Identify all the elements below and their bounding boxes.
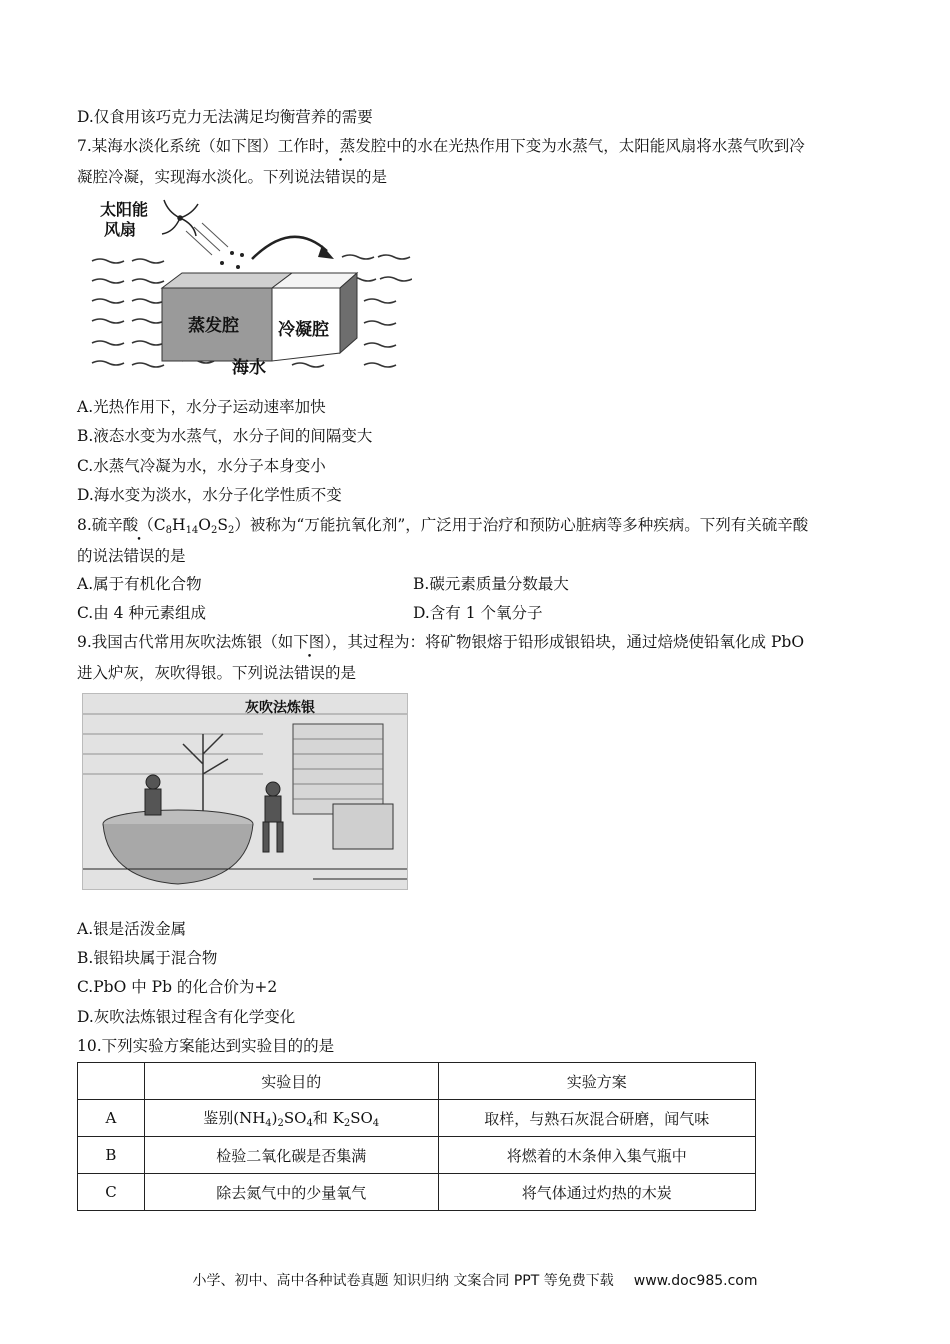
silver-smelting-figure — [82, 693, 408, 890]
formula-sub: 4 — [306, 1118, 313, 1129]
q7-option-b: B.液态水变为水蒸气，水分子间的间隔变大 — [77, 427, 373, 445]
q9-option-a: A.银是活泼金属 — [77, 920, 187, 938]
table-row — [78, 1137, 756, 1174]
q8-sub: 2 — [228, 525, 235, 536]
formula-sub: 4 — [265, 1118, 272, 1129]
q7-emphasis-word: 错误 — [325, 168, 357, 186]
q8-stem-post: ）被称为“万能抗氧化剂”，广泛用于治疗和预防心脏病等多种疾病。下列有关硫辛酸 — [234, 516, 809, 534]
table-row — [78, 1174, 756, 1211]
q8-sub: 2 — [211, 525, 218, 536]
vapor-arrow — [252, 237, 327, 259]
desalination-figure — [82, 193, 412, 383]
row-purpose: 检验二氧化碳是否集满 — [144, 1137, 438, 1174]
q8-element: S — [217, 516, 229, 534]
q9-stem-line1: 9.我国古代常用灰吹法炼银（如下图），其过程为：将矿物银熔于铅形成银铅块，通过焙烧使铅氧化成 PbO — [77, 633, 805, 651]
q9-option-b: B.银铅块属于混合物 — [77, 949, 218, 967]
q8-element: O — [198, 516, 212, 534]
table-row — [78, 1100, 756, 1137]
desalination-illustration — [82, 193, 412, 383]
q8-option-d: D.含有 1 个氧分子 — [413, 604, 543, 622]
evaporation-top — [162, 273, 292, 288]
table-header-cell — [78, 1063, 145, 1100]
q9-stem-post: 的是 — [325, 664, 357, 682]
row-plan: 将气体通过灼热的木炭 — [438, 1174, 756, 1211]
q8-sub: 8 — [165, 525, 173, 536]
q8-options-row2 — [77, 602, 877, 624]
row-plan: 取样，与熟石灰混合研磨，闻气味 — [438, 1100, 756, 1137]
q9-option-c: C.PbO 中 Pb 的化合价为+2 — [77, 978, 278, 996]
q8-emphasis-word: 错误 — [123, 547, 155, 565]
formula-part: SO — [283, 1109, 307, 1127]
seawater-label: 海水 — [232, 358, 266, 378]
evaporation-label: 蒸发腔 — [188, 316, 239, 336]
formula-sub: 2 — [277, 1118, 284, 1129]
q8-option-a: A.属于有机化合物 — [77, 575, 202, 593]
q8-stem-post2: 的是 — [154, 547, 186, 565]
footer-url[interactable]: www.doc985.com — [633, 1273, 758, 1289]
formula-sub: 4 — [372, 1118, 380, 1129]
q8-stem-line1 — [77, 514, 808, 542]
q8-stem-line2 — [77, 545, 186, 567]
q8-stem-pre: 8.硫辛酸（C — [77, 516, 166, 534]
figure-title: 灰吹法炼银 — [245, 700, 315, 716]
q7-stem-line2 — [77, 166, 387, 188]
q9-stem-pre: 进入炉灰，灰吹得银。下列说法 — [77, 664, 295, 682]
fan-label-1: 太阳能 — [100, 200, 149, 219]
table-header-row — [78, 1063, 756, 1100]
row-label: A — [78, 1100, 145, 1137]
fan-label-2: 风扇 — [104, 220, 137, 239]
formula-part: 鉴别(NH — [203, 1109, 266, 1127]
q9-stem-line2 — [77, 662, 356, 684]
q9-option-d: D.灰吹法炼银过程含有化学变化 — [77, 1008, 296, 1026]
table-header-cell: 实验目的 — [144, 1063, 438, 1100]
q8-option-c: C.由 4 种元素组成 — [77, 604, 206, 622]
formula-part: 和 K — [312, 1109, 344, 1127]
page-footer — [0, 1270, 950, 1290]
furnace — [333, 804, 393, 849]
q8-element: H — [172, 516, 186, 534]
q8-sub: 14 — [185, 525, 199, 536]
formula-part: SO — [350, 1109, 373, 1127]
q7-stem-post: 的是 — [356, 168, 388, 186]
q7-option-d: D.海水变为淡水，水分子化学性质不变 — [77, 486, 342, 504]
condensation-label: 冷凝腔 — [278, 320, 329, 340]
q8-options-row1 — [77, 573, 877, 595]
q7-option-c: C.水蒸气冷凝为水，水分子本身变小 — [77, 457, 326, 475]
row-purpose: 除去氮气中的少量氧气 — [144, 1174, 438, 1211]
q10-stem: 10.下列实验方案能达到实验目的的是 — [77, 1037, 335, 1055]
row-label: C — [78, 1174, 145, 1211]
formula-sub: 2 — [343, 1118, 351, 1129]
row-plan: 将燃着的木条伸入集气瓶中 — [438, 1137, 756, 1174]
row-label: B — [78, 1137, 145, 1174]
table-header-cell: 实验方案 — [438, 1063, 756, 1100]
q6-option-d: D.仅食用该巧克力无法满足均衡营养的需要 — [77, 108, 373, 126]
q8-stem-pre2: 的说法 — [77, 547, 124, 565]
q8-option-b: B.碳元素质量分数最大 — [413, 575, 569, 593]
q7-stem-pre: 凝腔冷凝，实现海水淡化。下列说法 — [77, 168, 326, 186]
q7-option-a: A.光热作用下，水分子运动速率加快 — [77, 398, 326, 416]
formula-part: ) — [271, 1109, 278, 1127]
q7-stem-line1: 7.某海水淡化系统（如下图）工作时，蒸发腔中的水在光热作用下变为水蒸气，太阳能风扇将水蒸气吹到冷 — [77, 137, 805, 155]
row-purpose — [144, 1100, 438, 1137]
q9-emphasis-word: 错误 — [294, 664, 326, 682]
solar-fan-icon — [162, 200, 198, 236]
experiment-table — [77, 1062, 756, 1211]
silver-smelting-illustration — [83, 694, 407, 889]
footer-text: 小学、初中、高中各种试卷真题 知识归纳 文案合同 PPT 等免费下载 — [192, 1273, 614, 1289]
